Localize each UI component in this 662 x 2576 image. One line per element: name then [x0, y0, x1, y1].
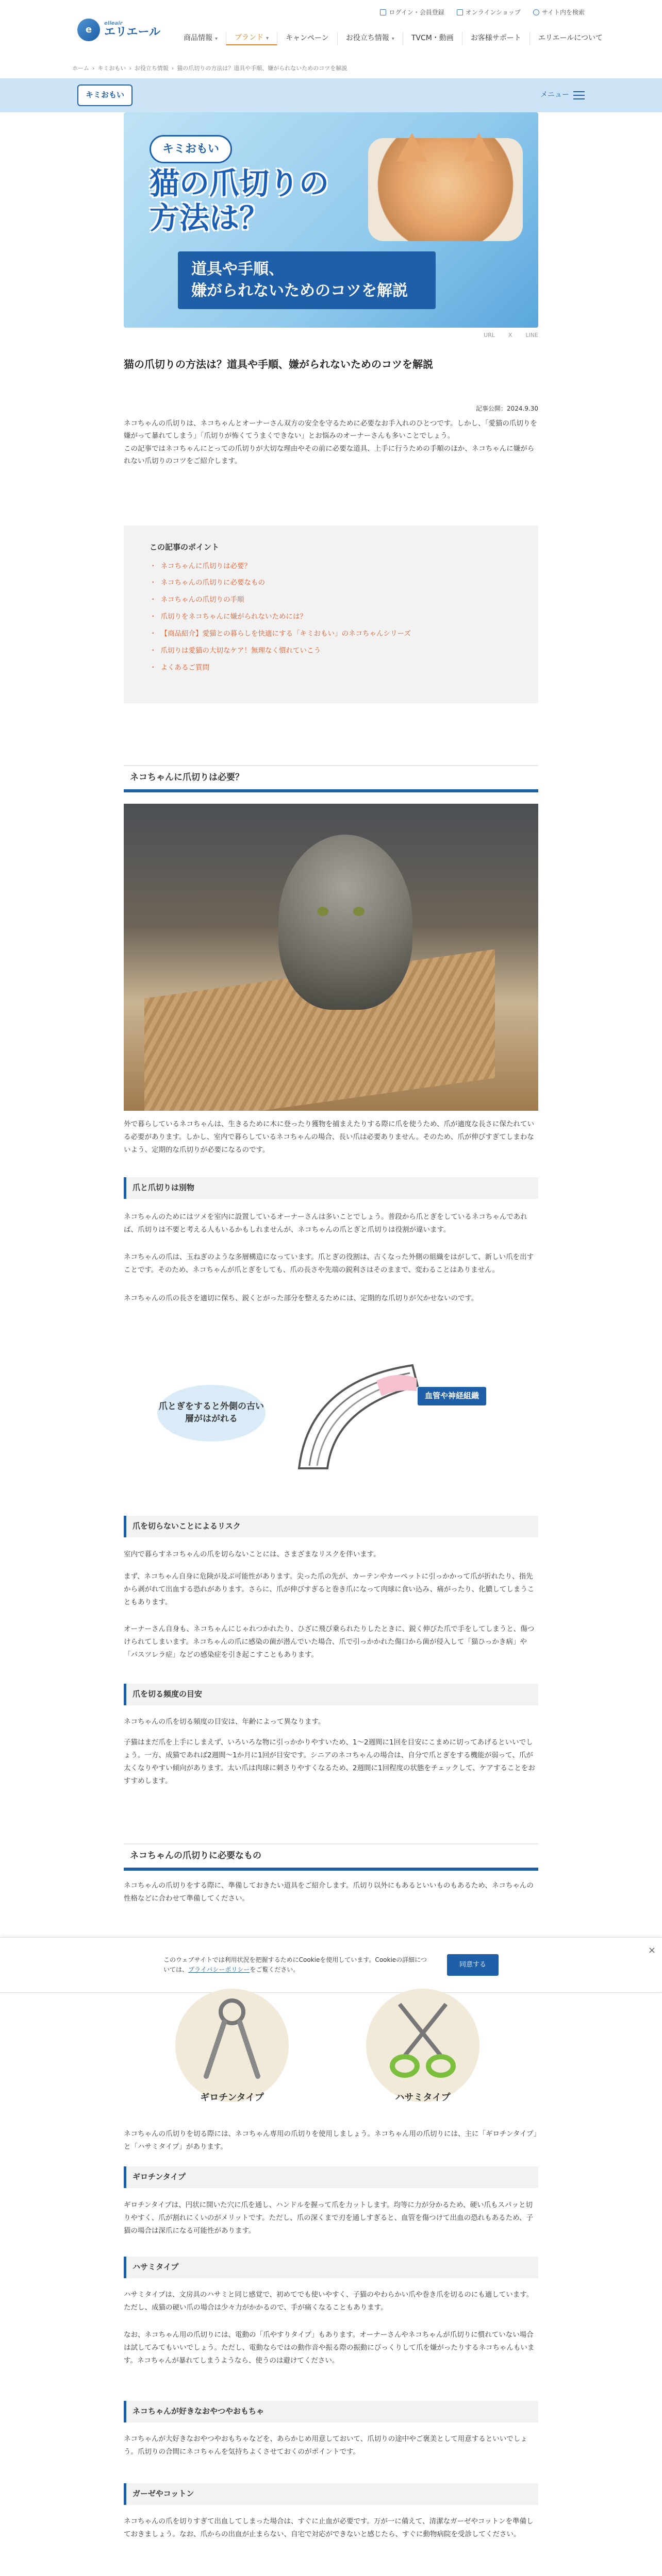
claw-illustration-icon [278, 1350, 433, 1484]
subsection-heading: 爪を切る頻度の目安 [124, 1684, 538, 1705]
publish-date: 記事公開：2024.9.30 [475, 405, 538, 412]
logo-mark-icon: e [77, 19, 100, 41]
section-heading: ネコちゃんに爪切りは必要？ [124, 765, 538, 792]
subsection-heading: 爪と爪切りは別物 [124, 1177, 538, 1199]
diagram-label-outer-layer: 爪とぎをすると外側の古い層がはがれる [157, 1385, 266, 1442]
clipper-types-illustration [124, 1994, 538, 2117]
claw-structure-diagram [124, 1340, 538, 1489]
hero-banner [124, 112, 538, 328]
cat-image [278, 835, 412, 1010]
diagram-label-blood-vessel: 血管や神経組織 [418, 1387, 486, 1405]
breadcrumb: ホーム › キミおもい › お役立ち情報 › 猫の爪切りの方法は？道具や手順、嫌がられないためのコツを解説 [72, 64, 347, 74]
cart-icon [457, 9, 463, 15]
logo-main: エリエール [104, 26, 161, 39]
subsection-heading: 爪を切らないことによるリスク [124, 1516, 538, 1537]
share-url-button[interactable]: URL [484, 332, 495, 338]
search-icon [533, 9, 539, 15]
toc-title: この記事のポイント [150, 543, 220, 552]
share-line-button[interactable]: LINE [525, 332, 538, 338]
scissors-clipper-image: ハサミタイプ [366, 1989, 479, 2102]
cat-scratching-photo [124, 804, 538, 1111]
article-title: 猫の爪切りの方法は？道具や手順、嫌がられないためのコツを解説 [124, 358, 433, 370]
logo-sub: elleair [104, 21, 123, 27]
brand-logo[interactable] [77, 14, 175, 45]
chevron-down-icon: ▾ [215, 36, 218, 42]
scissors-clipper-icon [384, 1994, 461, 2081]
nav-products[interactable]: 商品情報 ▾ [184, 34, 218, 43]
privacy-policy-link[interactable]: プライバシーポリシー [188, 1966, 250, 1973]
guillotine-clipper-image: ギロチンタイプ [175, 1989, 289, 2102]
breadcrumb-category[interactable]: お役立ち情報 [134, 65, 169, 72]
cookie-consent-banner: このウェブサイトでは利用状況を把握するためにCookieを使用しています。Cookieの詳細については、プライバシーポリシーをご覧ください。 同意する × [0, 1937, 662, 1993]
online-shop-link[interactable]: オンラインショップ [457, 7, 521, 18]
user-icon [380, 9, 386, 15]
nav-useful-info[interactable]: お役立ち情報 ▾ [337, 32, 403, 45]
nav-brand[interactable]: ブランド ▾ [226, 32, 277, 45]
hamburger-icon [573, 91, 585, 99]
chevron-down-icon: ▾ [391, 36, 394, 42]
toc-item[interactable]: ・ 爪切りは愛猫の大切なケア！無理なく慣れていこう [150, 645, 512, 657]
hero-badge: キミおもい [150, 135, 232, 163]
section-heading: ネコちゃんの爪切りに必要なもの [124, 1843, 538, 1871]
utility-nav [380, 7, 585, 18]
share-row [484, 331, 538, 341]
toc-item[interactable]: ・ ネコちゃんに爪切りは必要？ [150, 561, 512, 572]
article-intro: ネコちゃんの爪切りは、ネコちゃんとオーナーさん双方の安全を守るために必要なお手入れのひとつです。しかし、「愛猫の爪切りを嫌がって暴れてしまう」「爪切りが怖くてうまくできない」とお悩みのオーナーさんも多いことでしょう。 この記事ではネコちゃんにとっての爪切りが大切な理由やその前に必要な道具、上手に行うための手順のほか、ネコちゃんに嫌がられない爪切りのコツをご紹介します。 [124, 419, 537, 465]
site-header [0, 0, 662, 78]
nav-campaign[interactable]: キャンペーン [277, 32, 337, 45]
toc-item[interactable]: ・ よくあるご質問 [150, 662, 512, 674]
section-body: 外で暮らしているネコちゃんは、生きるために木に登ったり獲物を捕まえたりする際に爪を使うため、爪が適度な長さに保たれている必要があります。しかし、室内で暮らしているネコちゃんの場合、長い爪は必要ありません。そのため、爪が伸びすぎてしまわないよう、定期的な爪切りが必要になるのです。 [124, 1120, 534, 1154]
toc-item[interactable]: ・ 【商品紹介】愛猫との暮らしを快適にする「キミおもい」のネコちゃんシリーズ [150, 628, 512, 640]
site-search-link[interactable]: サイト内を検索 [533, 7, 585, 18]
nav-tvcm[interactable]: TVCM・動画 [403, 32, 462, 45]
chevron-down-icon: ▾ [266, 35, 269, 41]
close-icon[interactable]: × [648, 1945, 656, 1956]
nav-support[interactable]: お客様サポート [462, 32, 529, 45]
hero-title: 猫の爪切りの 方法は？ [150, 166, 329, 235]
cat-photo-image [368, 138, 523, 241]
nav-about[interactable]: エリエールについて [529, 32, 611, 45]
main-nav [175, 32, 611, 45]
login-link[interactable]: ログイン・会員登録 [380, 7, 444, 18]
kimiomoi-logo[interactable]: キミおもい [77, 84, 133, 106]
guillotine-clipper-icon [193, 1994, 271, 2081]
subsection-heading: ガーゼやコットン [124, 2483, 538, 2505]
subsection-heading: ネコちゃんが好きなおやつやおもちゃ [124, 2401, 538, 2422]
breadcrumb-home[interactable]: ホーム [72, 65, 89, 72]
breadcrumb-current: 猫の爪切りの方法は？道具や手順、嫌がられないためのコツを解説 [177, 65, 347, 72]
toc-item[interactable]: ・ ネコちゃんの爪切りに必要なもの [150, 577, 512, 589]
share-x-button[interactable]: X [508, 332, 512, 338]
toc-item[interactable]: ・ 爪切りをネコちゃんに嫌がられないためには？ [150, 611, 512, 623]
subbar-menu-button[interactable]: メニュー [540, 89, 585, 101]
table-of-contents [124, 526, 538, 703]
breadcrumb-brand[interactable]: キミおもい [97, 65, 126, 72]
subsection-heading: ハサミタイプ [124, 2257, 538, 2278]
toc-item[interactable]: ・ ネコちゃんの爪切りの手順 [150, 594, 512, 606]
brand-subbar [0, 78, 662, 112]
hero-subtitle: 道具や手順、 嫌がられないためのコツを解説 [178, 251, 436, 309]
cookie-accept-button[interactable]: 同意する [447, 1954, 499, 1976]
subsection-heading: ギロチンタイプ [124, 2166, 538, 2188]
